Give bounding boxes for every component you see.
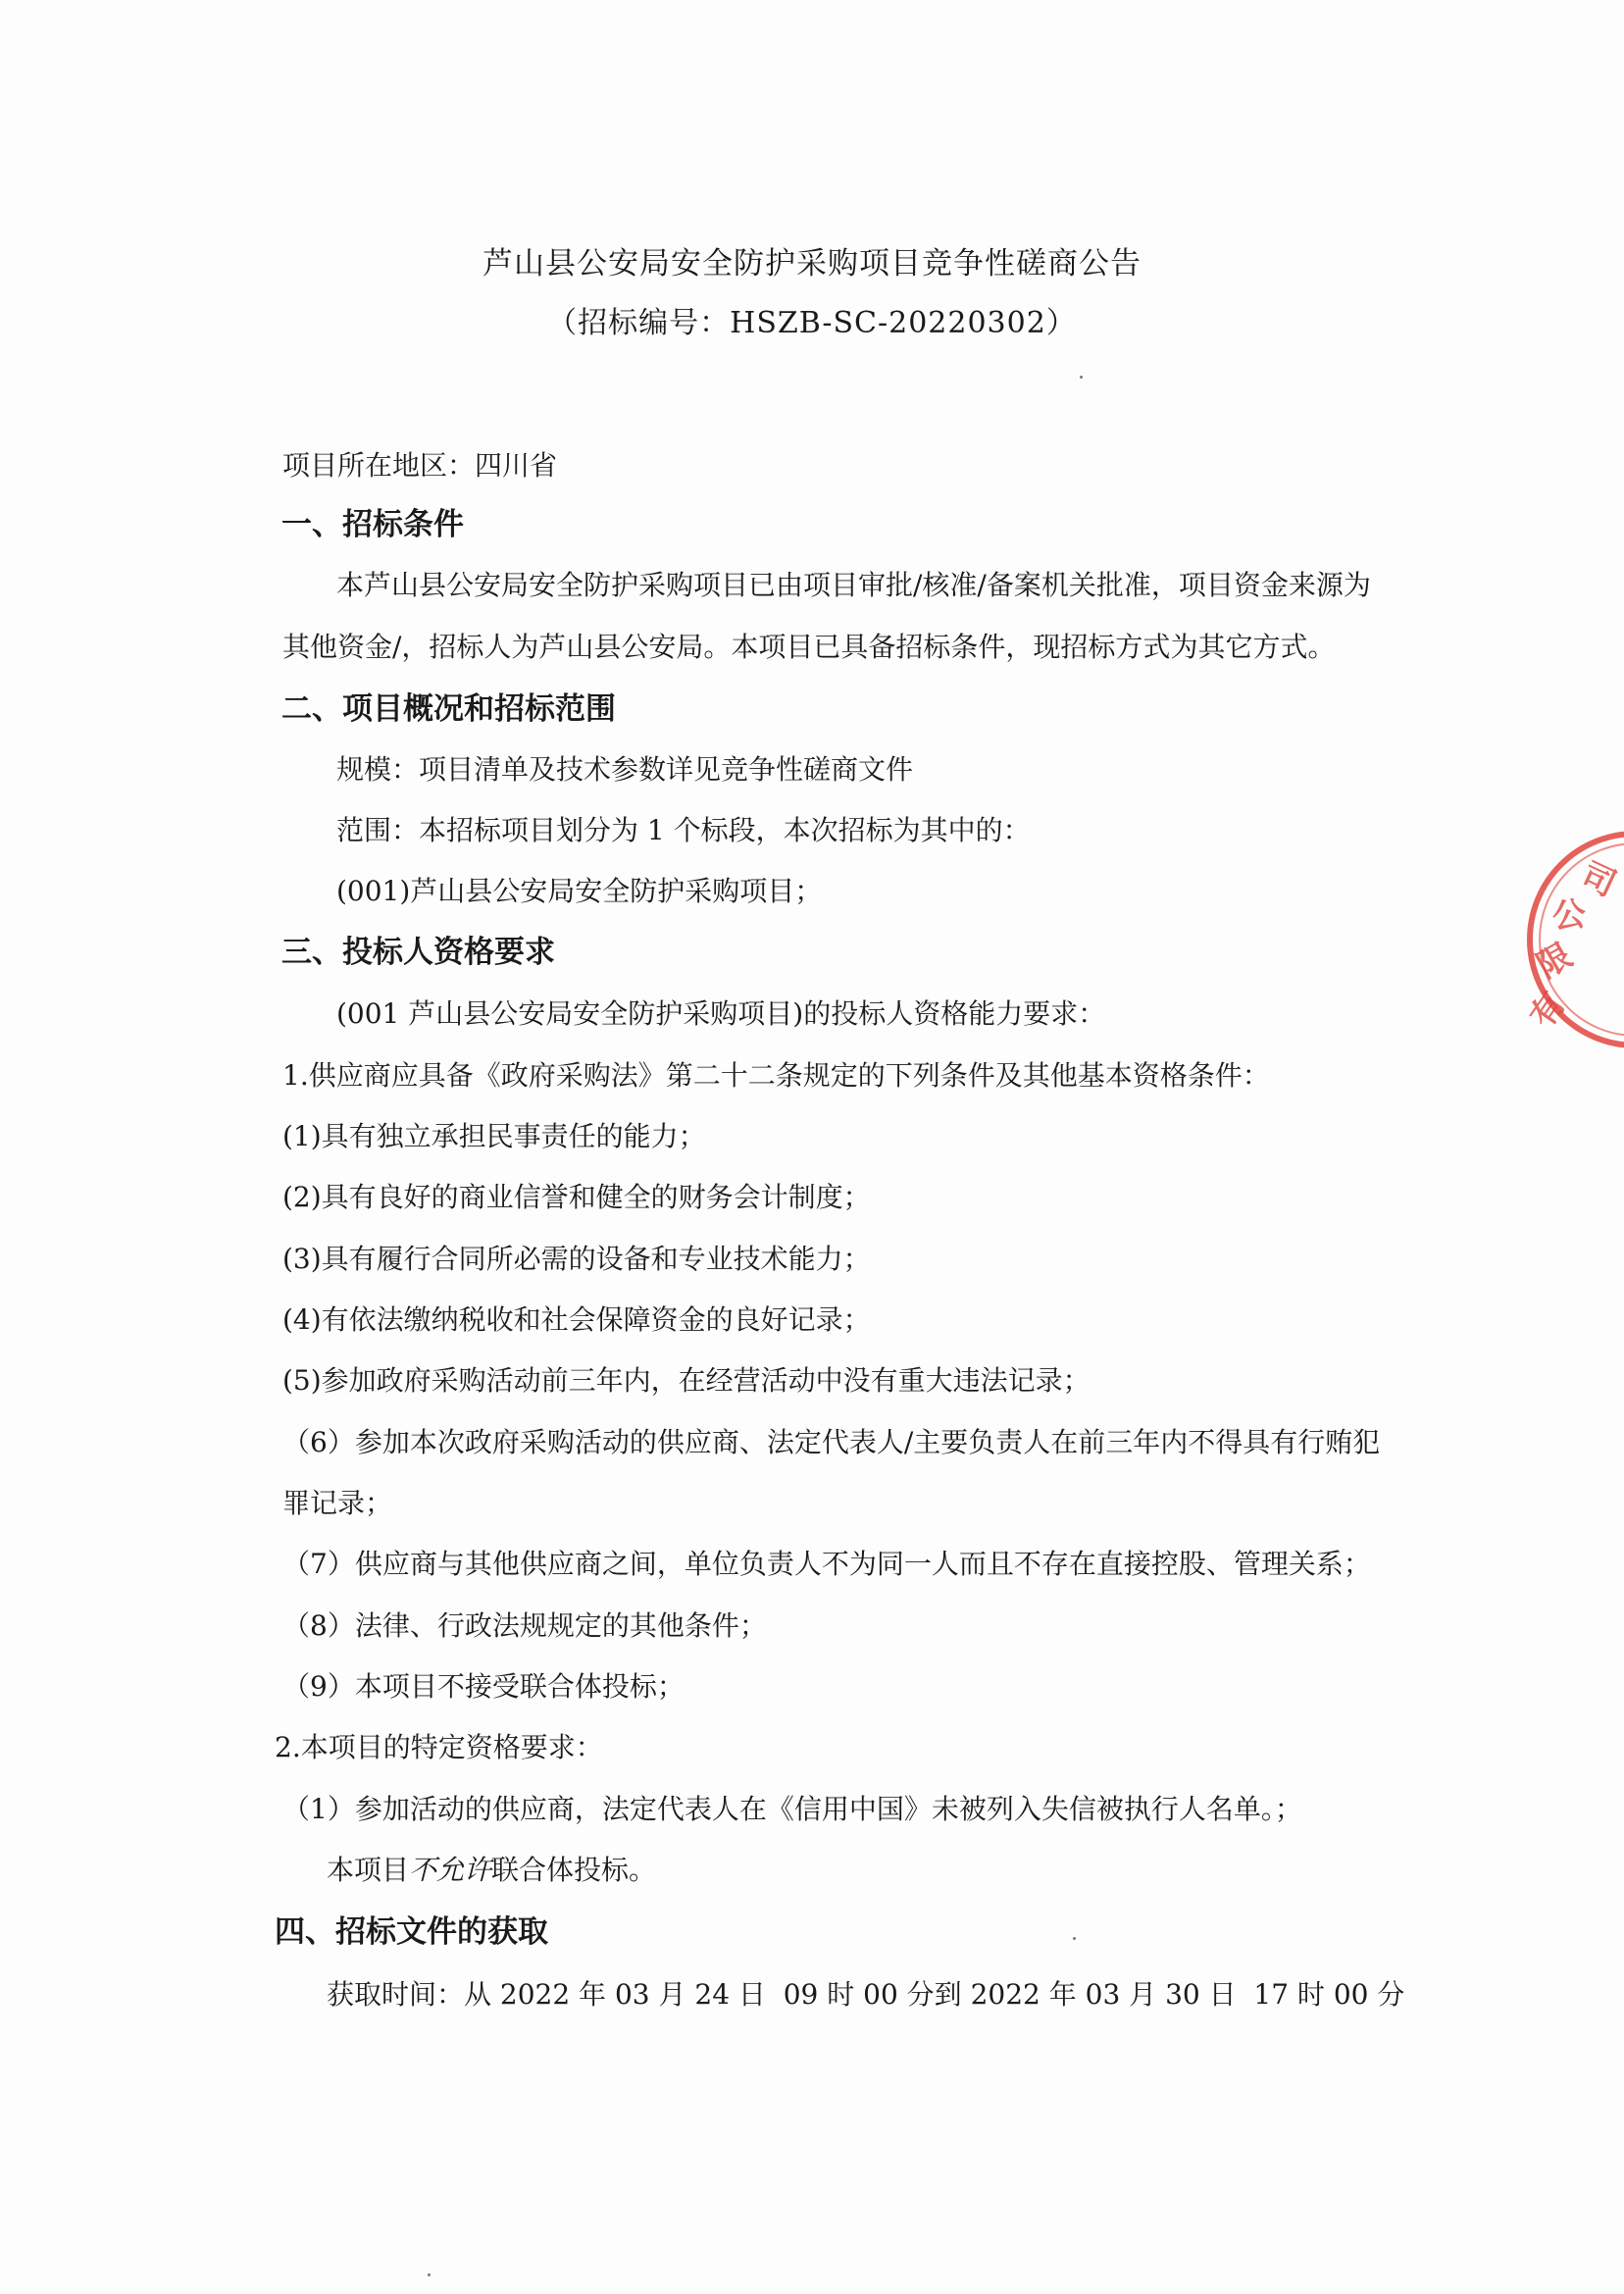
scan-speck (428, 2273, 431, 2276)
scan-speck (1073, 1937, 1076, 1940)
svg-text:司: 司 (1575, 854, 1622, 905)
project-region: 项目所在地区：四川省 (282, 449, 558, 482)
bid-number: （招标编号：HSZB-SC-20220302） (547, 306, 1077, 340)
condition-item: （8）法律、行政法规规定的其他条件； (282, 1609, 767, 1642)
paragraph-line: 规模：项目清单及技术参数详见竞争性磋商文件 (336, 753, 914, 786)
svg-text:限: 限 (1530, 936, 1579, 987)
condition-item: (5)参加政府采购活动前三年内，在经营活动中没有重大违法记录； (282, 1364, 1091, 1397)
paragraph-line: (001)芦山县公安局安全防护采购项目； (336, 875, 823, 907)
paragraph-line: (001 芦山县公安局安全防护采购项目)的投标人资格能力要求： (336, 997, 1106, 1030)
consortium-text: 本项目 (327, 1854, 410, 1886)
condition-item: （6）参加本次政府采购活动的供应商、法定代表人/主要负责人在前三年内不得具有行贿犯 (282, 1426, 1381, 1458)
section-heading-3: 三、投标人资格要求 (281, 935, 555, 970)
svg-text:有: 有 (1522, 985, 1574, 1036)
condition-item: 罪记录； (282, 1487, 393, 1519)
section-heading-2: 二、项目概况和招标范围 (281, 691, 616, 727)
company-seal-icon (1518, 822, 1624, 1057)
condition-item: （7）供应商与其他供应商之间，单位负责人不为同一人而且不存在直接控股、管理关系； (282, 1548, 1371, 1580)
acquisition-time: 获取时间：从 2022 年 03 月 24 日 09 时 00 分到 2022 年 03 月 30 日 17 时 00 分 (327, 1978, 1405, 2011)
consortium-emphasis: 不允许 (409, 1854, 492, 1886)
section-heading-4: 四、招标文件的获取 (275, 1914, 548, 1950)
condition-item: （1）参加活动的供应商，法定代表人在《信用中国》未被列入失信被执行人名单。； (282, 1793, 1302, 1825)
paragraph-line: 范围：本招标项目划分为 1 个标段，本次招标为其中的： (336, 814, 1031, 846)
consortium-text: 联合体投标。 (491, 1854, 657, 1886)
condition-item: (4)有依法缴纳税收和社会保障资金的良好记录； (282, 1303, 871, 1336)
svg-text:公: 公 (1550, 894, 1588, 937)
section-heading-1: 一、招标条件 (281, 507, 464, 542)
condition-item: (3)具有履行合同所必需的设备和专业技术能力； (282, 1243, 871, 1275)
paragraph-line: 2.本项目的特定资格要求： (275, 1731, 603, 1763)
paragraph-line: 其他资金/，招标人为芦山县公安局。本项目已具备招标条件，现招标方式为其它方式。 (282, 631, 1336, 663)
condition-item: (2)具有良好的商业信誉和健全的财务会计制度； (282, 1181, 871, 1213)
document-title: 芦山县公安局安全防护采购项目竞争性磋商公告 (482, 246, 1142, 281)
paragraph-line: 本芦山县公安局安全防护采购项目已由项目审批/核准/备案机关批准，项目资金来源为 (336, 569, 1371, 601)
condition-item: (1)具有独立承担民事责任的能力； (282, 1120, 706, 1152)
condition-item: （9）本项目不接受联合体投标； (282, 1670, 685, 1703)
paragraph-line: 1.供应商应具备《政府采购法》第二十二条规定的下列条件及其他基本资格条件： (282, 1059, 1270, 1092)
consortium-line (327, 1854, 656, 1887)
scan-speck (1080, 376, 1083, 379)
